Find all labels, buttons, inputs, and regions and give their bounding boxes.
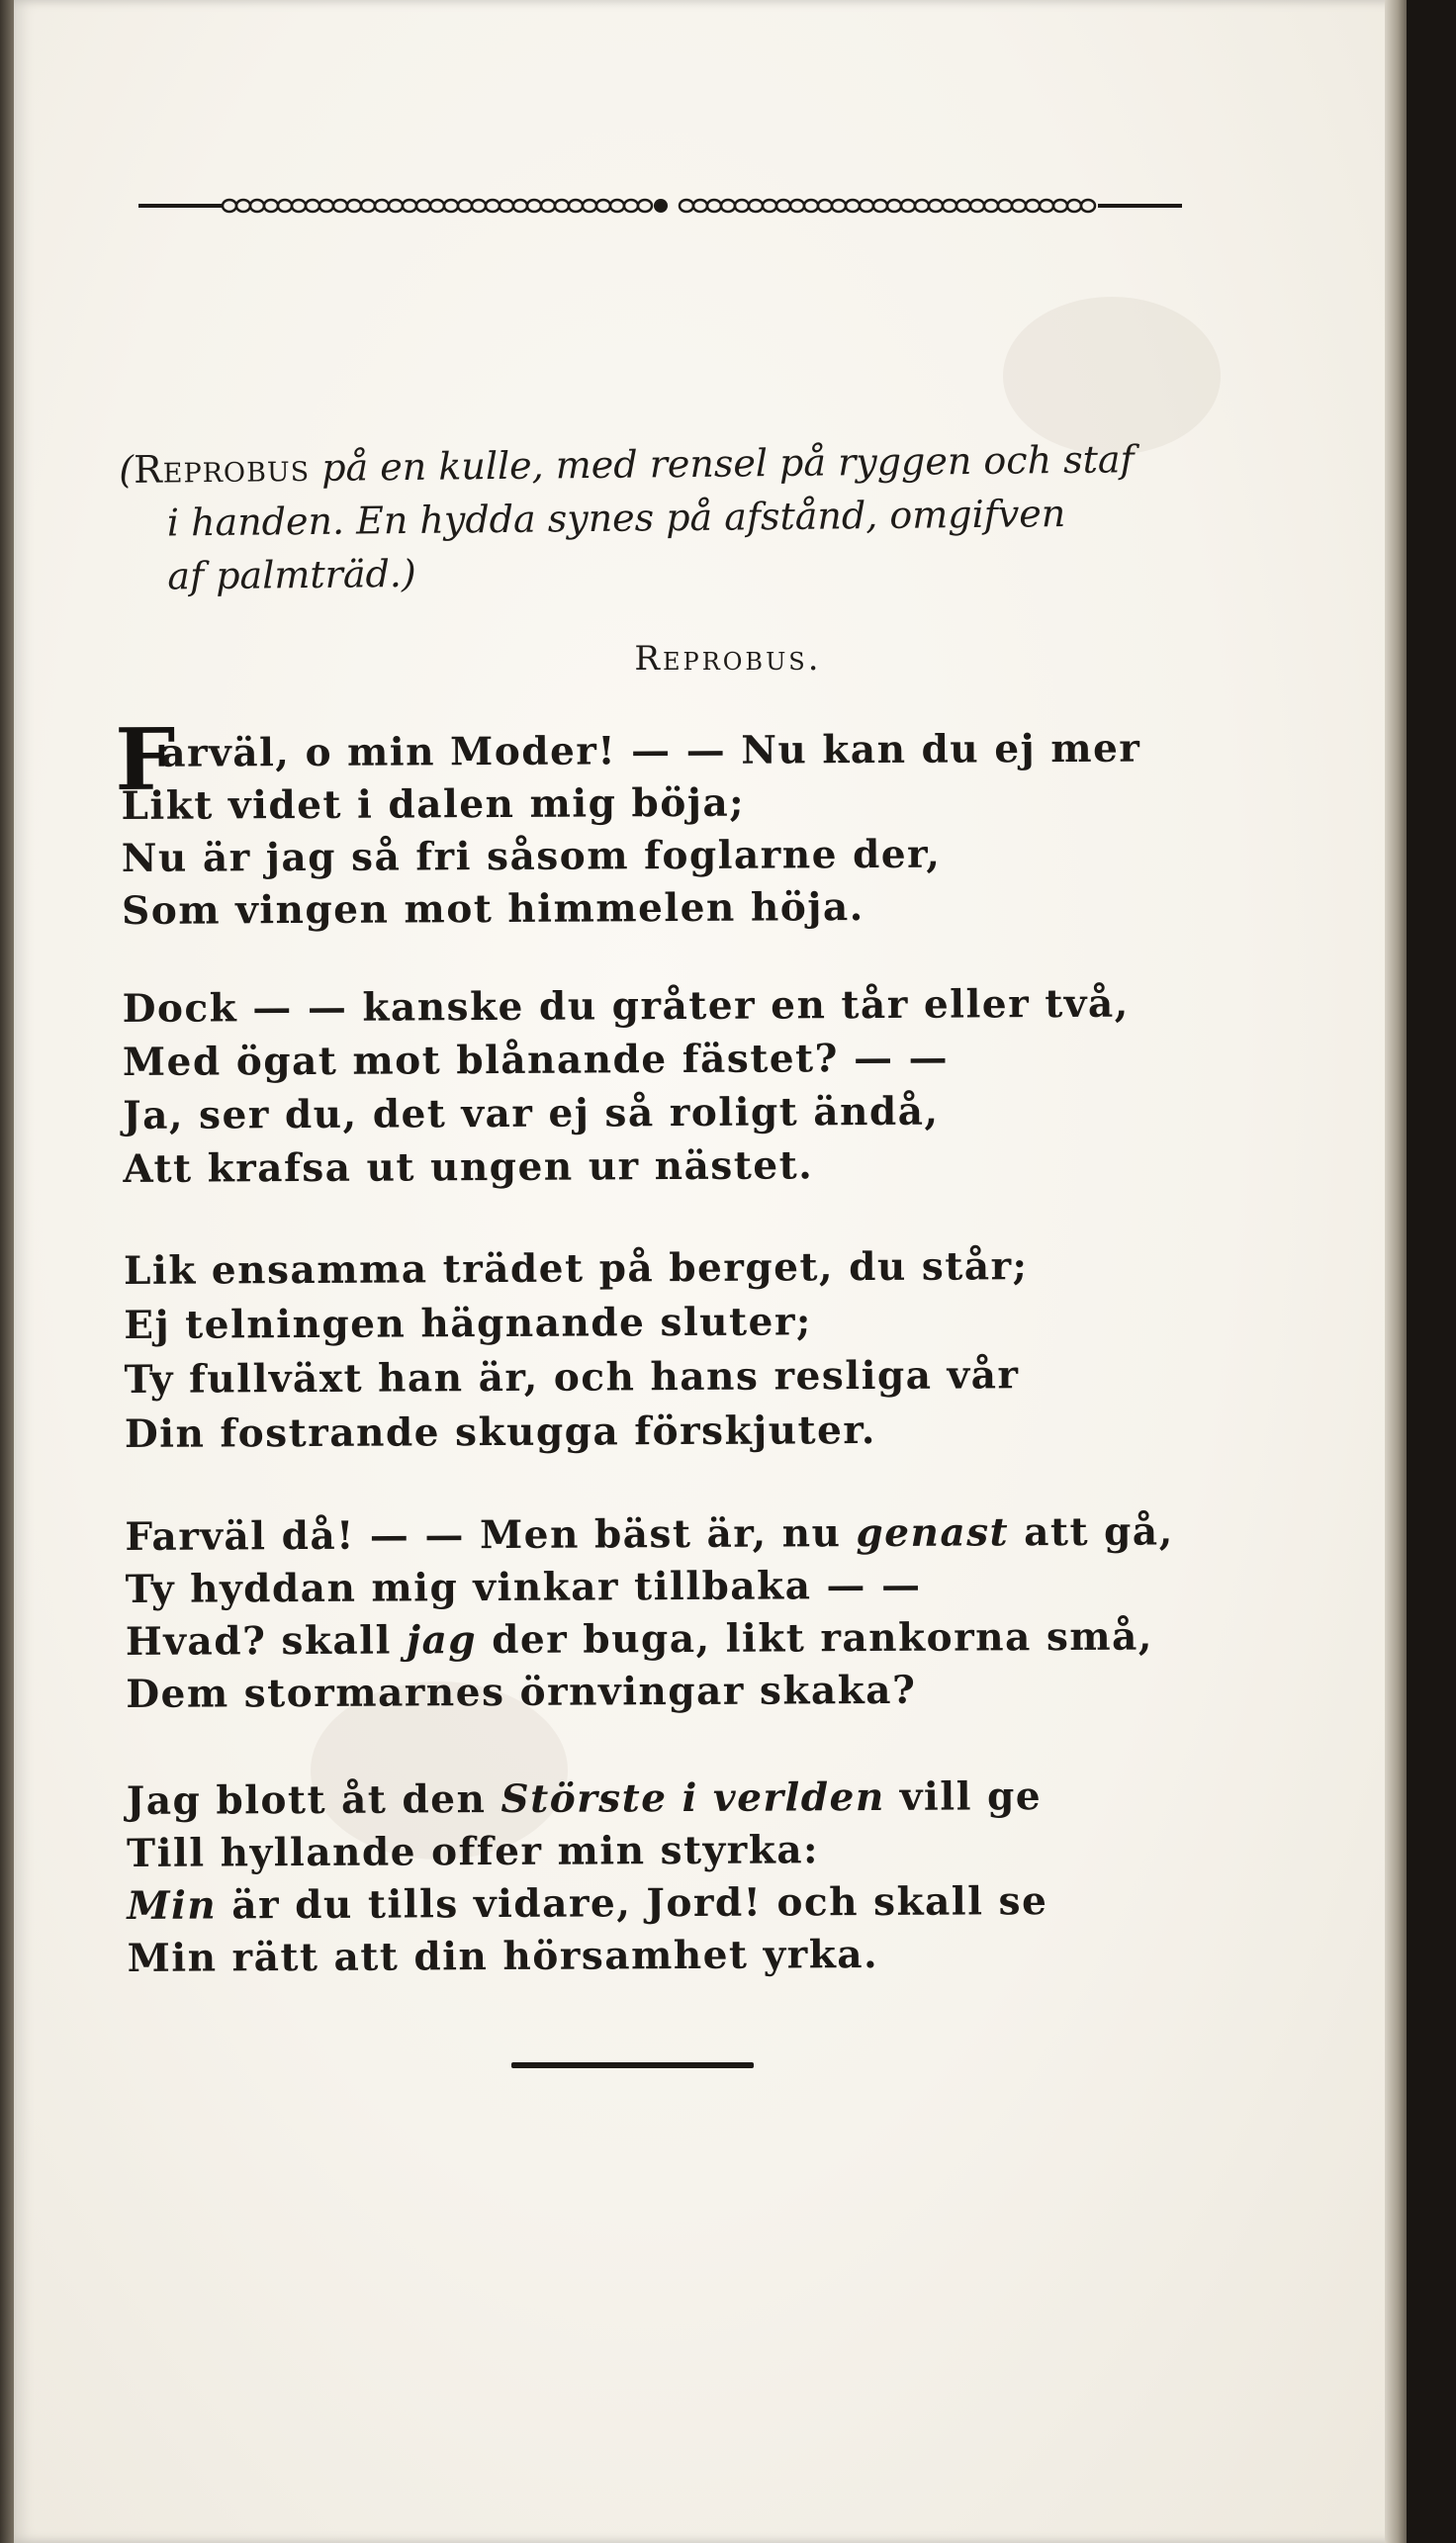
ornament-link (901, 200, 915, 212)
ornament-link (319, 200, 333, 212)
ornament-link (721, 200, 735, 212)
ornament-link (250, 200, 264, 212)
ornament-link (278, 200, 292, 212)
ornament-link (610, 200, 624, 212)
ornament-link (790, 200, 804, 212)
ornament-link (1053, 200, 1067, 212)
speaker-heading: Reprobus. (634, 639, 822, 679)
italic-emphasis: genast (856, 1509, 1010, 1557)
ornament-link (430, 200, 444, 212)
ornament-link (389, 200, 403, 212)
italic-emphasis: Störste i verlden (500, 1773, 885, 1823)
ornament-link (776, 200, 790, 212)
verse-line: Ty fullväxt han är, och hans resliga vår (124, 1352, 1020, 1403)
stage-line-3: af palmträd.) (167, 551, 416, 598)
ornament-link (680, 200, 693, 212)
verse-line: Farväl då! — — Men bäst är, nu genast att gå, (125, 1508, 1174, 1560)
ornament-link (223, 200, 236, 212)
ornament-link (333, 200, 347, 212)
ornament-link (984, 200, 998, 212)
ornament-link (873, 200, 887, 212)
ornament-link (624, 200, 638, 212)
drop-cap: F (115, 709, 178, 811)
verse-line: Ty hyddan mig vinkar tillbaka — — (125, 1562, 922, 1612)
ornament-link (541, 200, 555, 212)
ornament-link (1026, 200, 1040, 212)
page-right-edge (1385, 0, 1407, 2543)
verse-line: Nu är jag så fri såsom foglarne der, (121, 831, 942, 881)
verse-line: F arväl, o min Moder! — — Nu kan du ej mer (115, 709, 1141, 811)
ornament-link (735, 200, 749, 212)
ornament-link (763, 200, 776, 212)
ornament-link (458, 200, 472, 212)
ornament-link (292, 200, 306, 212)
ornament-link (998, 200, 1012, 212)
ornament-link (832, 200, 846, 212)
verse-line: Ja, ser du, det var ej så roligt ändå, (123, 1088, 940, 1138)
italic-emphasis: Min (127, 1882, 218, 1929)
verse-line: Dem stormarnes örnvingar skaka? (126, 1667, 917, 1717)
ornament-link (264, 200, 278, 212)
verse-line: Jag blott åt den Störste i verlden vill ge (126, 1773, 1043, 1824)
ornament-link (860, 200, 873, 212)
verse-line: Lik ensamma trädet på berget, du står; (123, 1243, 1029, 1294)
ornament-link (1012, 200, 1026, 212)
italic-emphasis: jag (406, 1617, 478, 1664)
ornament-link (416, 200, 430, 212)
ornament-link (306, 200, 319, 212)
ornament-link (375, 200, 389, 212)
ornament-link (555, 200, 569, 212)
closing-rule (511, 2062, 754, 2068)
stage-direction: (Reprobus på en kulle, med rensel på ryggen och staf i handen. En hydda synes på afstånd, omgifven af palmträd.) (119, 431, 1219, 603)
ornament-link (915, 200, 929, 212)
ornament-link (804, 200, 818, 212)
verse-line: Ej telningen hägnande sluter; (124, 1299, 812, 1348)
ornamental-rule (138, 194, 1182, 218)
ornament-link (818, 200, 832, 212)
ornament-link (500, 200, 513, 212)
ornament-link (846, 200, 860, 212)
verse-line: Dock — — kanske du gråter en tår eller två, (122, 980, 1130, 1032)
ornament-link (1081, 200, 1095, 212)
ornament-link (638, 200, 652, 212)
verse-line: Min rätt att din hörsamhet yrka. (127, 1932, 879, 1981)
ornament-link (569, 200, 583, 212)
ornament-link (361, 200, 375, 212)
ornament-link (707, 200, 721, 212)
ornament-link (403, 200, 416, 212)
stage-speaker-name: Reprobus (133, 445, 311, 492)
stage-line-2: i handen. En hydda synes på afstånd, omgifven (166, 491, 1066, 545)
verse-line: Att krafsa ut ungen ur nästet. (123, 1142, 814, 1192)
ornament-link (887, 200, 901, 212)
ornament-link (583, 200, 596, 212)
verse-line: Likt videt i dalen mig böja; (121, 779, 746, 829)
ornament-link (970, 200, 984, 212)
stage-line-1: på en kulle, med rensel på ryggen och staf (309, 437, 1135, 490)
ornament-link (956, 200, 970, 212)
ornament-link (236, 200, 250, 212)
ornament-link (693, 200, 707, 212)
ornament-link (472, 200, 486, 212)
verse-line: Som vingen mot himmelen höja. (121, 884, 864, 934)
verse-line: Hvad? skall jag der buga, likt rankorna små, (125, 1613, 1154, 1665)
ornament-link (943, 200, 956, 212)
ornament-link (1067, 200, 1081, 212)
ornament-link (1040, 200, 1053, 212)
verse-line: Din fostrande skugga förskjuter. (124, 1408, 877, 1457)
ornament-link (596, 200, 610, 212)
ornament-link (444, 200, 458, 212)
ornament-link (527, 200, 541, 212)
ornament-link (347, 200, 361, 212)
verse-line: Min är du tills vidare, Jord! och skall se (127, 1878, 1048, 1929)
ornament-link (513, 200, 527, 212)
verse-line: Med ögat mot blånande fästet? — — (122, 1035, 950, 1085)
page-left-edge (0, 0, 14, 2543)
verse-line: Till hyllande offer min styrka: (126, 1827, 820, 1876)
ornament-link (486, 200, 500, 212)
ornament-link (749, 200, 763, 212)
ornament-link (929, 200, 943, 212)
